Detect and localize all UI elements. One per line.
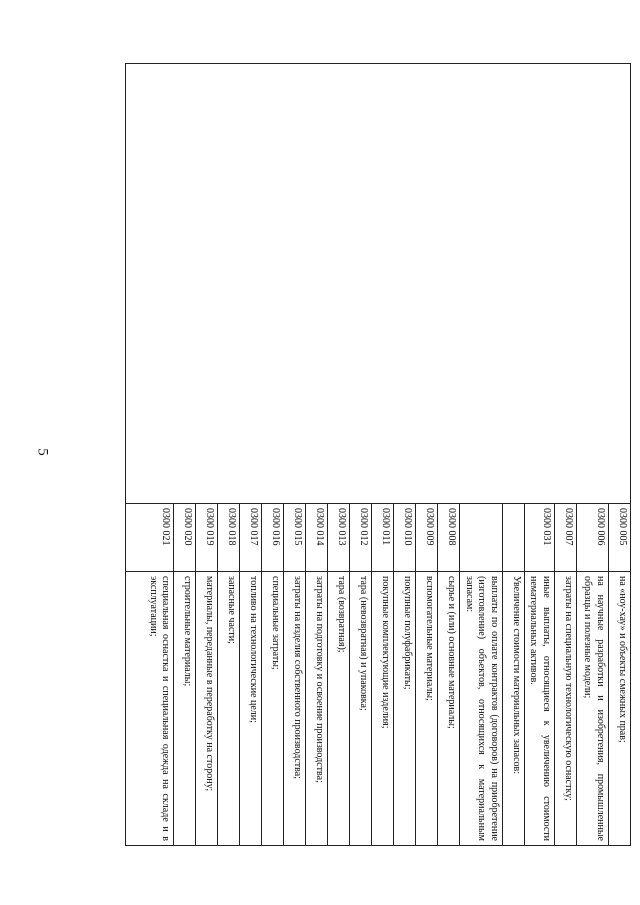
row-code: 0300 019 <box>196 504 218 572</box>
row-description: топливо на технологические цели; <box>240 572 262 846</box>
row-description: покупные полуфабрикаты; <box>394 572 416 846</box>
row-code: 0300 021 <box>126 504 174 572</box>
row-code: 0300 010 <box>394 504 416 572</box>
row-code: 0300 014 <box>306 504 328 572</box>
row-description: на научные разработки и изобретения, промышленные образцы и полезные модели; <box>577 572 609 846</box>
row-description: иные выплаты, относящиеся к увеличению стоимости нематериальных активов. <box>525 572 555 846</box>
document-table-area <box>78 63 631 845</box>
row-code: 0300 017 <box>240 504 262 572</box>
codes-table <box>126 63 632 846</box>
row-description: затраты на подготовку и освоение производства; <box>306 572 328 846</box>
row-description: Увеличение стоимости материальных запасов: <box>503 572 525 846</box>
row-description: затраты на изделия собственного производства; <box>284 572 306 846</box>
row-code <box>460 504 503 572</box>
empty-column-cell <box>126 64 631 504</box>
row-description: вспомогательные материалы; <box>416 572 438 846</box>
row-description: тара (невозвратная) и упаковка; <box>350 572 372 846</box>
row-description: специальные затраты; <box>262 572 284 846</box>
row-code <box>503 504 525 572</box>
row-code: 0300 006 <box>577 504 609 572</box>
row-code: 0300 016 <box>262 504 284 572</box>
row-code: 0300 015 <box>284 504 306 572</box>
codes-table-body <box>126 64 631 846</box>
row-code: 0300 007 <box>555 504 577 572</box>
row-description: материалы, переданные в переработку на сторону; <box>196 572 218 846</box>
row-code: 0300 031 <box>525 504 555 572</box>
row-description: запасные части; <box>218 572 240 846</box>
row-description: сырье и (или) основные материалы; <box>438 572 460 846</box>
row-code: 0300 009 <box>416 504 438 572</box>
row-code: 0300 011 <box>372 504 394 572</box>
row-code: 0300 005 <box>609 504 631 572</box>
row-description: строительные материалы; <box>174 572 196 846</box>
row-description: специальная оснастка и специальная одежда на складе и в эксплуатации; <box>126 572 174 846</box>
row-description: тара (возвратная); <box>328 572 350 846</box>
row-code: 0300 008 <box>438 504 460 572</box>
rotated-table-container <box>78 63 631 845</box>
row-code: 0300 020 <box>174 504 196 572</box>
row-description: на «ноу-хау» и объекты смежных прав; <box>609 572 631 846</box>
row-description: выплаты по оплате контрактов (договоров) на приобретение (изготовление) объектов, относящихся к материальным запасам: <box>460 572 503 846</box>
row-code: 0300 012 <box>350 504 372 572</box>
page-number: 5 <box>34 448 51 456</box>
table-row <box>609 64 631 846</box>
row-code: 0300 013 <box>328 504 350 572</box>
row-code: 0300 018 <box>218 504 240 572</box>
row-description: покупные комплектующие изделия; <box>372 572 394 846</box>
row-description: затраты на специальную технологическую оснастку; <box>555 572 577 846</box>
